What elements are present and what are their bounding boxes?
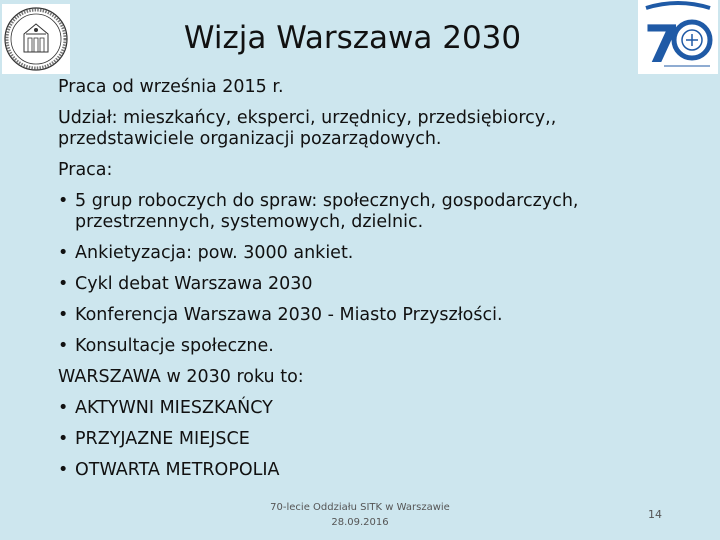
bullet-icon: • xyxy=(58,305,69,325)
work-start-line: Praca od września 2015 r. xyxy=(58,77,284,97)
slide-body xyxy=(58,77,658,481)
list-item xyxy=(58,429,658,450)
footer-event: 70-lecie Oddziału SITK w Warszawie xyxy=(270,502,450,513)
participants-line: Udział: mieszkańcy, eksperci, urzędnicy, przedsiębiorcy,, przedstawiciele organizacji pozarządowych. xyxy=(58,108,557,149)
bullet-icon: • xyxy=(58,274,69,294)
bullet-icon: • xyxy=(58,429,69,449)
bullet-text: OTWARTA METROPOLIA xyxy=(75,460,280,480)
list-item xyxy=(58,191,658,233)
page-number: 14 xyxy=(648,508,662,521)
bullet-text: Ankietyzacja: pow. 3000 ankiet. xyxy=(75,243,354,263)
bullet-icon: • xyxy=(58,243,69,263)
bullet-text: Konsultacje społeczne. xyxy=(75,336,274,356)
bullet-text: AKTYWNI MIESZKAŃCY xyxy=(75,398,273,418)
bullet-text: 5 grup roboczych do spraw: społecznych, gospodarczych, przestrzennych, systemowych, dzielnic. xyxy=(75,191,579,232)
section-heading: WARSZAWA w 2030 roku to: xyxy=(58,367,304,387)
bullet-text: Konferencja Warszawa 2030 - Miasto Przyszłości. xyxy=(75,305,503,325)
list-item xyxy=(58,274,658,295)
bullet-text: Cykl debat Warszawa 2030 xyxy=(75,274,313,294)
bullet-text: PRZYJAZNE MIEJSCE xyxy=(75,429,250,449)
work-heading: Praca: xyxy=(58,160,113,180)
bullet-icon: • xyxy=(58,398,69,418)
slide-footer xyxy=(250,500,470,530)
list-item xyxy=(58,243,658,264)
footer-date: 28.09.2016 xyxy=(331,517,389,528)
list-item xyxy=(58,305,658,326)
bullet-icon: • xyxy=(58,336,69,356)
bullet-icon: • xyxy=(58,191,69,211)
bullet-icon: • xyxy=(58,460,69,480)
list-item xyxy=(58,460,658,481)
list-item xyxy=(58,336,658,357)
slide-title: Wizja Warszawa 2030 xyxy=(183,20,522,56)
svg-text:7: 7 xyxy=(644,15,681,74)
list-item xyxy=(58,398,658,419)
